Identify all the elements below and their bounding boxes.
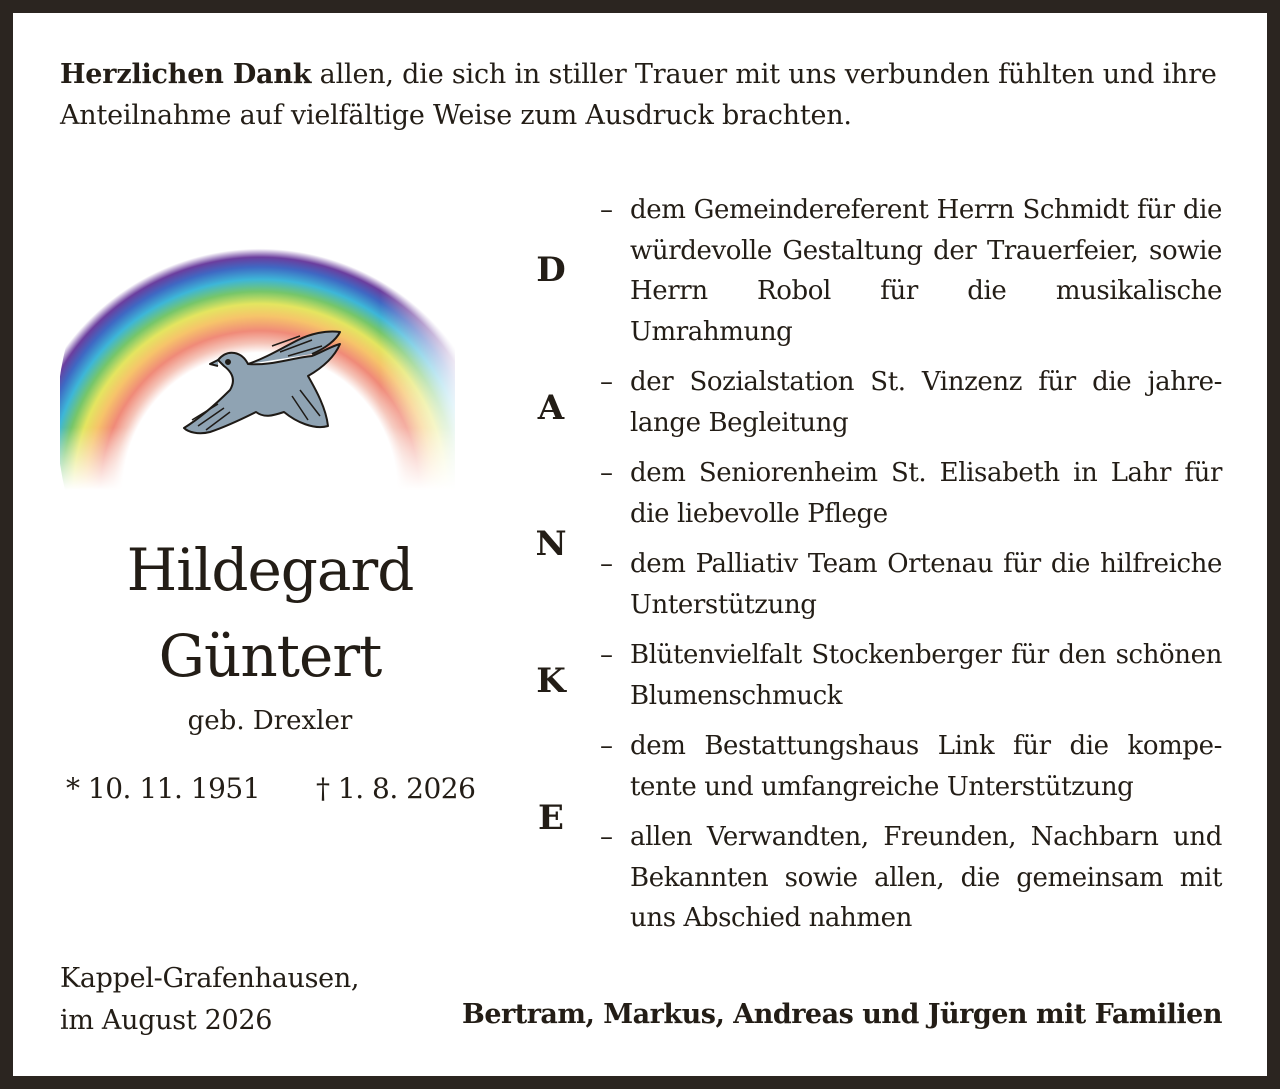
intro-bold: Herzlichen Dank [60,59,312,90]
dash: – [600,195,613,225]
signature: Bertram, Markus, Andreas und Jürgen mit Familien [462,999,1222,1030]
dash: – [600,549,613,579]
thanks-item-text: Blütenvielfalt Stockenberger für den schönen Blumenschmuck [630,640,1222,711]
thanks-item-text: dem Gemeindereferent Herrn Schmidt für die würdevolle Gestaltung der Trauerfeier, sowie Herrn Robol für die musikalische Umrahmung [630,195,1222,347]
dank-letter: N [535,524,567,564]
deceased-last-name: Güntert [158,622,382,690]
intro-rest: allen, die sich in stiller Trauer mit uns verbunden fühlten und ihre Anteilnahme auf vielfältige Weise zum Ausdruck brachten. [60,59,1217,131]
thanks-item [600,817,1222,939]
thanks-list [600,190,1222,949]
maiden-name: geb. Drexler [187,706,353,736]
deceased-first-name: Hildegard [126,536,414,604]
date-line: im August 2026 [60,1005,273,1036]
birth-date: * 10. 11. 1951 [66,772,261,805]
place-date [60,958,359,1042]
place-line: Kappel-Grafenhausen, [60,963,360,994]
dank-letter: D [536,250,566,290]
thanks-item [600,726,1222,807]
dank-letter: A [537,388,565,428]
dank-letter: K [536,661,566,701]
thanks-item [600,635,1222,716]
death-date: † 1. 8. 2026 [316,772,476,805]
thanks-item-text: dem Bestattungshaus Link für die kompe-tente und umfangreiche Unterstützung [630,731,1222,802]
dank-letter: E [538,798,564,838]
thanks-item [600,190,1222,352]
dash: – [600,640,613,670]
dash: – [600,458,613,488]
dash: – [600,731,613,761]
thanks-item [600,453,1222,534]
dash: – [600,367,613,397]
thanks-item-text: dem Seniorenheim St. Elisabeth in Lahr für die liebevolle Pflege [630,458,1222,529]
thanks-item-text: allen Verwandten, Freunden, Nachbarn und Bekannten sowie allen, die gemeinsam mit uns Abschied nahmen [630,822,1222,933]
dash: – [600,822,613,852]
rainbow-dove-icon [60,240,460,490]
thanks-item-text: dem Palliativ Team Ortenau für die hilfreiche Unterstützung [630,549,1222,620]
thanks-item [600,362,1222,443]
thanks-item-text: der Sozialstation St. Vinzenz für die jahre-lange Begleitung [630,367,1222,438]
thanks-item [600,544,1222,625]
intro-text [60,54,1230,136]
